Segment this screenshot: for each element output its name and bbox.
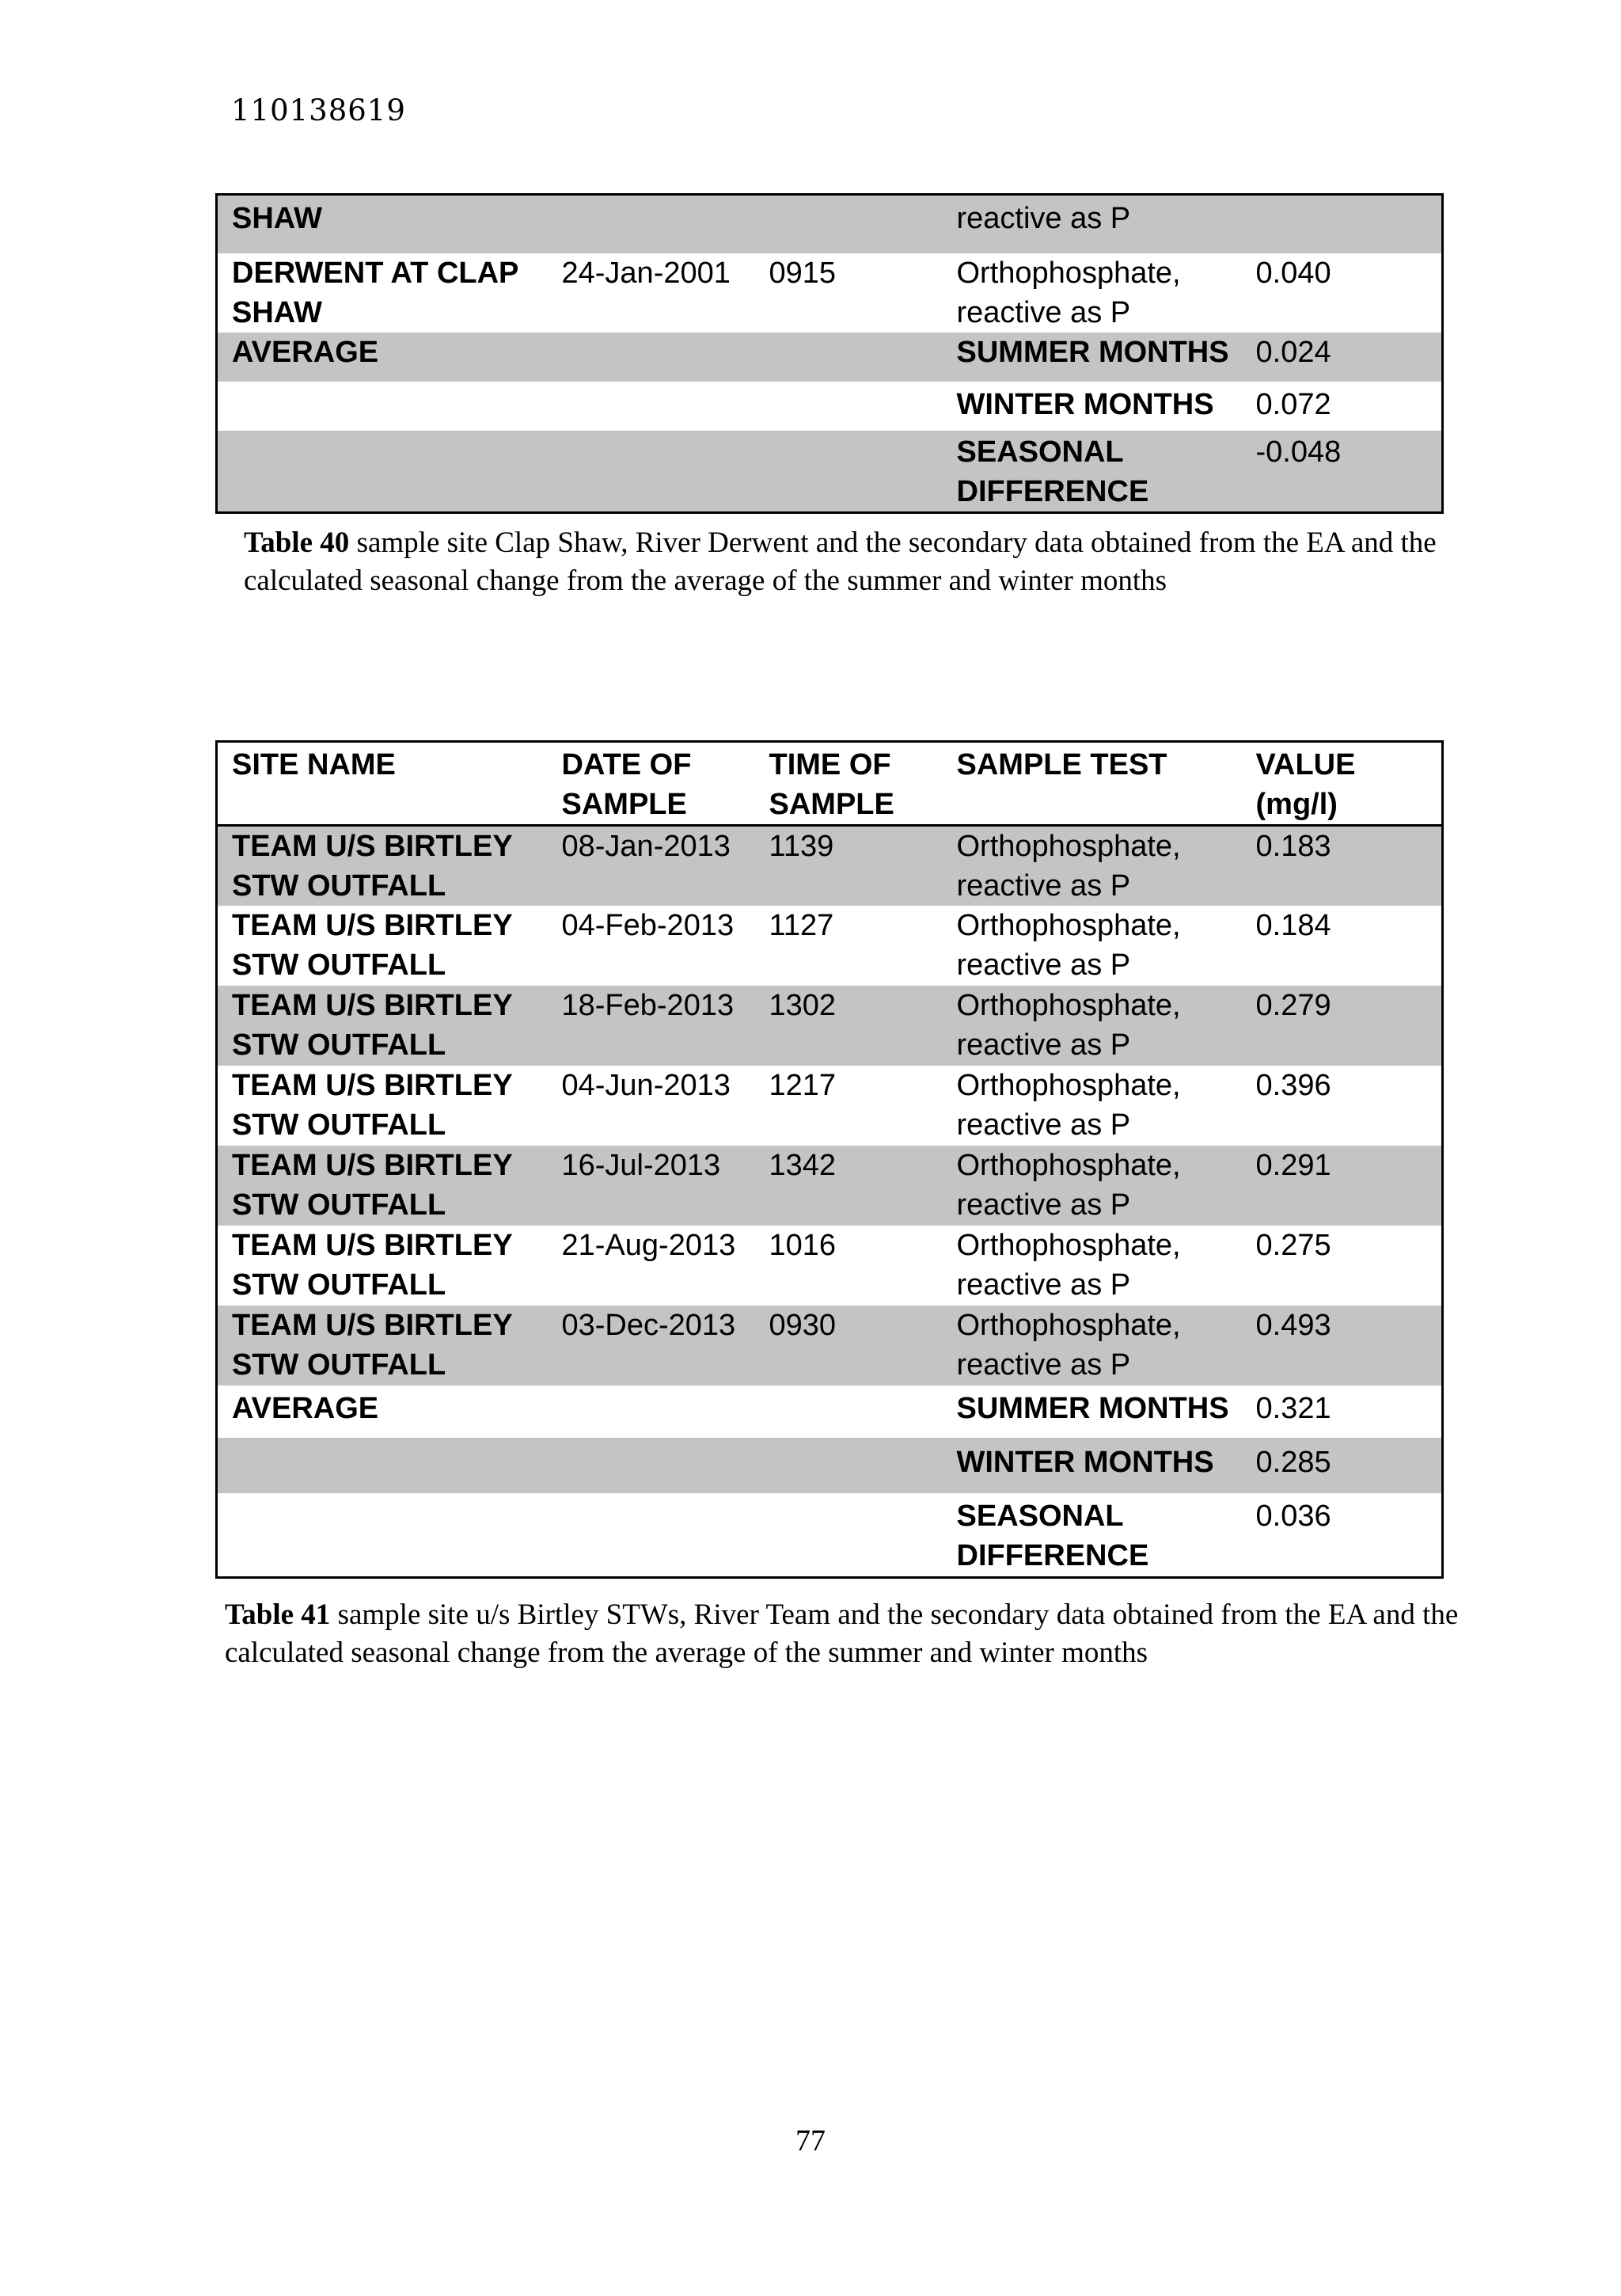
site-name-cell: TEAM U/S BIRTLEY STW OUTFALL [217, 986, 548, 1066]
value-cell: 0.279 [1242, 986, 1443, 1066]
empty-cell [548, 1493, 755, 1577]
empty-cell [548, 431, 755, 513]
time-cell: 0930 [755, 1306, 943, 1386]
value-cell: 0.183 [1242, 826, 1443, 907]
time-cell [755, 195, 943, 253]
caption-text: sample site Clap Shaw, River Derwent and the secondary data obtained from the EA and the calculated seasonal change from the average of the summer and winter months [244, 526, 1437, 597]
column-header-value: VALUE (mg/l) [1255, 748, 1356, 821]
time-cell: 1302 [755, 986, 943, 1066]
summary-row [217, 1438, 1443, 1493]
sample-test-cell: Orthophosphate, reactive as P [943, 1146, 1242, 1226]
value-cell: 0.291 [1242, 1146, 1443, 1226]
empty-cell [755, 1493, 943, 1577]
date-cell: 04-Jun-2013 [561, 1069, 731, 1102]
summary-metric-cell: SEASONAL DIFFERENCE [956, 1500, 1149, 1572]
summary-label-cell [217, 1493, 548, 1577]
time-cell: 1139 [755, 826, 943, 907]
sample-test-cell: Orthophosphate, reactive as P [943, 986, 1242, 1066]
sample-test-cell: Orthophosphate, reactive as P [943, 826, 1242, 907]
summary-row [217, 1493, 1443, 1577]
empty-cell [548, 382, 755, 431]
site-name-cell: TEAM U/S BIRTLEY STW OUTFALL [217, 1146, 548, 1226]
table-40 [215, 193, 1444, 514]
table-row [217, 826, 1443, 907]
summary-value-cell: 0.285 [1242, 1438, 1443, 1493]
table-41-caption [225, 1596, 1460, 1672]
time-cell: 1127 [769, 909, 834, 942]
empty-cell [548, 1438, 755, 1493]
summary-value-cell: 0.072 [1255, 387, 1331, 421]
sample-test-cell: Orthophosphate, reactive as P [956, 909, 1181, 982]
date-cell: 18-Feb-2013 [548, 986, 755, 1066]
empty-cell [548, 1386, 755, 1438]
average-label-cell: AVERAGE [232, 1392, 379, 1425]
table-row [217, 1066, 1443, 1146]
table-row [217, 1226, 1443, 1306]
time-cell: 1016 [769, 1229, 837, 1262]
table-row [217, 1306, 1443, 1386]
table-row [217, 253, 1443, 333]
table-40-caption [244, 524, 1479, 600]
site-name-cell: TEAM U/S BIRTLEY STW OUTFALL [217, 1306, 548, 1386]
summary-metric-cell: WINTER MONTHS [943, 1438, 1242, 1493]
site-name-cell: TEAM U/S BIRTLEY STW OUTFALL [217, 826, 548, 907]
table-row [217, 906, 1443, 986]
date-cell: 04-Feb-2013 [561, 909, 735, 942]
summary-metric-cell: WINTER MONTHS [956, 387, 1214, 421]
summary-value-cell: 0.036 [1255, 1500, 1331, 1533]
site-name-cell: TEAM U/S BIRTLEY STW OUTFALL [232, 909, 512, 982]
caption-label: Table 41 [225, 1598, 331, 1631]
column-header-time: TIME OF SAMPLE [769, 748, 894, 821]
date-cell: 16-Jul-2013 [548, 1146, 755, 1226]
sample-test-cell: Orthophosphate, reactive as P [956, 1069, 1181, 1142]
empty-cell [755, 1438, 943, 1493]
summary-label-cell [217, 431, 548, 513]
summary-value-cell: 0.024 [1242, 333, 1443, 382]
summary-value-cell: -0.048 [1242, 431, 1443, 513]
empty-cell [755, 431, 943, 513]
empty-cell [755, 333, 943, 382]
date-cell: 21-Aug-2013 [561, 1229, 736, 1262]
value-cell: 0.275 [1255, 1229, 1331, 1262]
summary-row [217, 333, 1443, 382]
site-name-cell: TEAM U/S BIRTLEY STW OUTFALL [232, 1069, 512, 1142]
table-row [217, 986, 1443, 1066]
empty-cell [548, 333, 755, 382]
value-cell: 0.493 [1242, 1306, 1443, 1386]
empty-cell [755, 1386, 943, 1438]
value-cell: 0.184 [1255, 909, 1331, 942]
summary-metric-cell: SUMMER MONTHS [943, 333, 1242, 382]
table-header-row [217, 742, 1443, 826]
site-name-cell: DERWENT AT CLAP SHAW [232, 256, 518, 329]
column-header-sample-test: SAMPLE TEST [956, 748, 1167, 781]
time-cell: 1217 [769, 1069, 837, 1102]
summary-row [217, 382, 1443, 431]
date-cell: 24-Jan-2001 [561, 256, 731, 290]
summary-row [217, 431, 1443, 513]
value-cell [1242, 195, 1443, 253]
caption-text: sample site u/s Birtley STWs, River Team and the secondary data obtained from the EA and the calculated seasonal change from the average of the summer and winter months [225, 1598, 1459, 1669]
table-row [217, 195, 1443, 253]
date-cell: 03-Dec-2013 [548, 1306, 755, 1386]
summary-label-cell [217, 382, 548, 431]
summary-metric-cell: SEASONAL DIFFERENCE [943, 431, 1242, 513]
summary-metric-cell: SUMMER MONTHS [956, 1392, 1229, 1425]
caption-label: Table 40 [244, 526, 350, 559]
empty-cell [755, 382, 943, 431]
document-id: 110138619 [231, 93, 406, 127]
sample-test-cell: Orthophosphate, reactive as P [956, 256, 1181, 329]
value-cell: 0.396 [1255, 1069, 1331, 1102]
sample-test-cell: reactive as P [943, 195, 1242, 253]
value-cell: 0.040 [1255, 256, 1331, 290]
site-name-cell: TEAM U/S BIRTLEY STW OUTFALL [232, 1229, 512, 1302]
column-header-date: DATE OF SAMPLE [561, 748, 692, 821]
time-cell: 1342 [755, 1146, 943, 1226]
summary-value-cell: 0.321 [1255, 1392, 1331, 1425]
table-row [217, 1146, 1443, 1226]
summary-label-cell [217, 1438, 548, 1493]
sample-test-cell: Orthophosphate, reactive as P [943, 1306, 1242, 1386]
table-41 [215, 740, 1444, 1579]
page-number: 77 [795, 2124, 826, 2157]
site-name-cell: SHAW [217, 195, 548, 253]
sample-test-cell: Orthophosphate, reactive as P [956, 1229, 1181, 1302]
summary-row [217, 1386, 1443, 1438]
date-cell: 08-Jan-2013 [548, 826, 755, 907]
date-cell [548, 195, 755, 253]
average-label-cell: AVERAGE [217, 333, 548, 382]
time-cell: 0915 [769, 256, 837, 290]
column-header-site-name: SITE NAME [232, 748, 396, 781]
